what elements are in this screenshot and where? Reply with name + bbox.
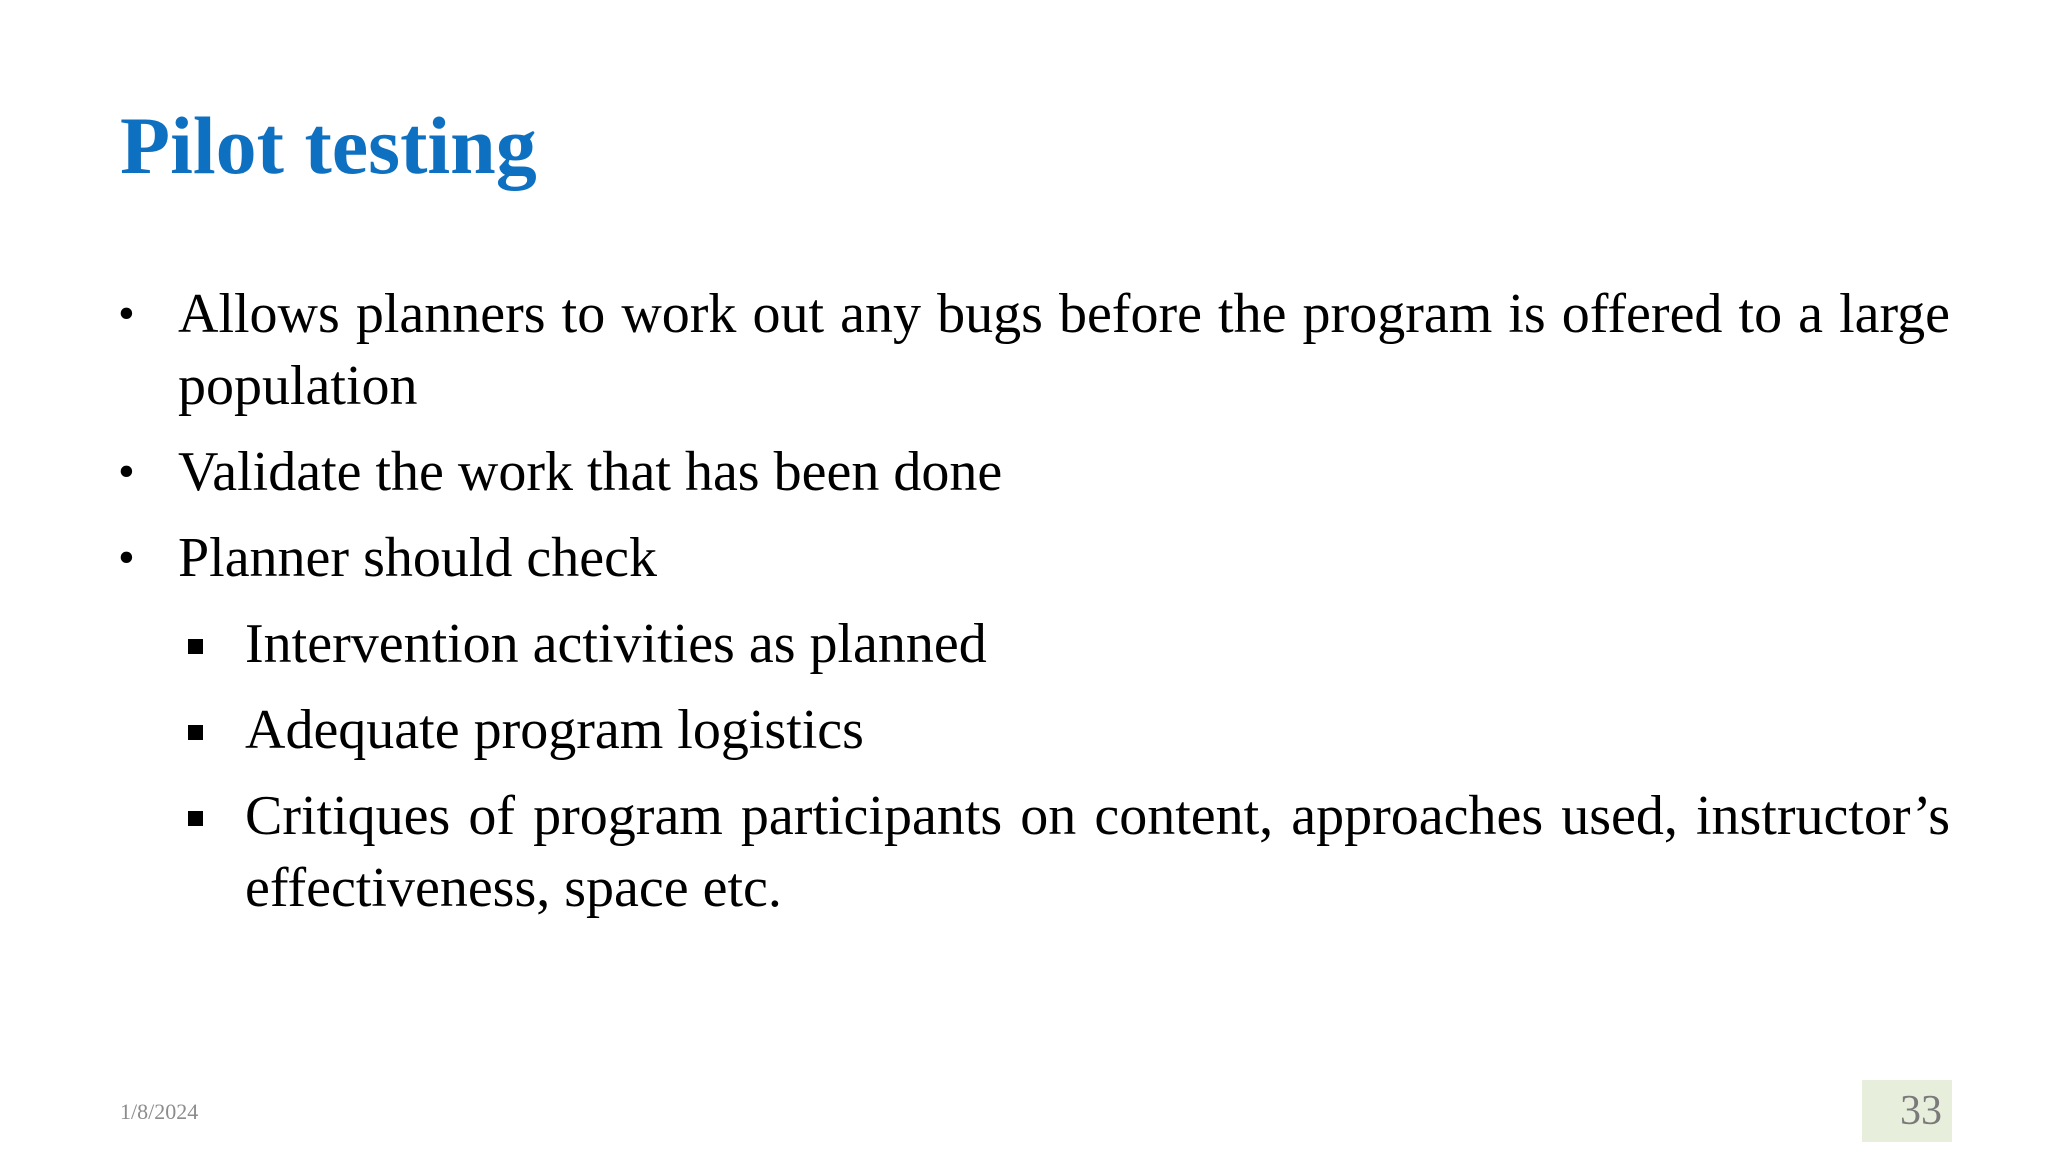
sub-bullet-item xyxy=(185,608,1950,680)
square-bullet-icon xyxy=(188,639,203,654)
sub-bullet-text: Adequate program logistics xyxy=(245,699,864,761)
bullet-dot-icon: • xyxy=(118,445,135,498)
sub-bullet-item xyxy=(185,694,1950,766)
bullet-item xyxy=(118,522,1950,594)
bullet-item xyxy=(118,278,1950,422)
bullet-text: Validate the work that has been done xyxy=(178,441,1003,503)
square-bullet-icon xyxy=(188,725,203,740)
footer-date: 1/8/2024 xyxy=(120,1099,199,1124)
bullet-text: Planner should check xyxy=(178,527,657,589)
bullet-item xyxy=(118,436,1950,508)
bullet-dot-icon: • xyxy=(118,531,135,584)
slide-title: Pilot testing xyxy=(120,100,537,191)
sub-bullet-text: Critiques of program participants on content, approaches used, instructor’s effectiveness, space etc. xyxy=(245,785,1950,919)
square-bullet-icon xyxy=(188,811,203,826)
bullet-text: Allows planners to work out any bugs before the program is offered to a large population xyxy=(178,283,1950,417)
page-number: 33 xyxy=(1862,1080,1952,1142)
slide-body xyxy=(118,278,1950,938)
sub-bullet-text: Intervention activities as planned xyxy=(245,613,987,675)
sub-bullet-item xyxy=(185,780,1950,924)
bullet-dot-icon: • xyxy=(118,287,135,340)
